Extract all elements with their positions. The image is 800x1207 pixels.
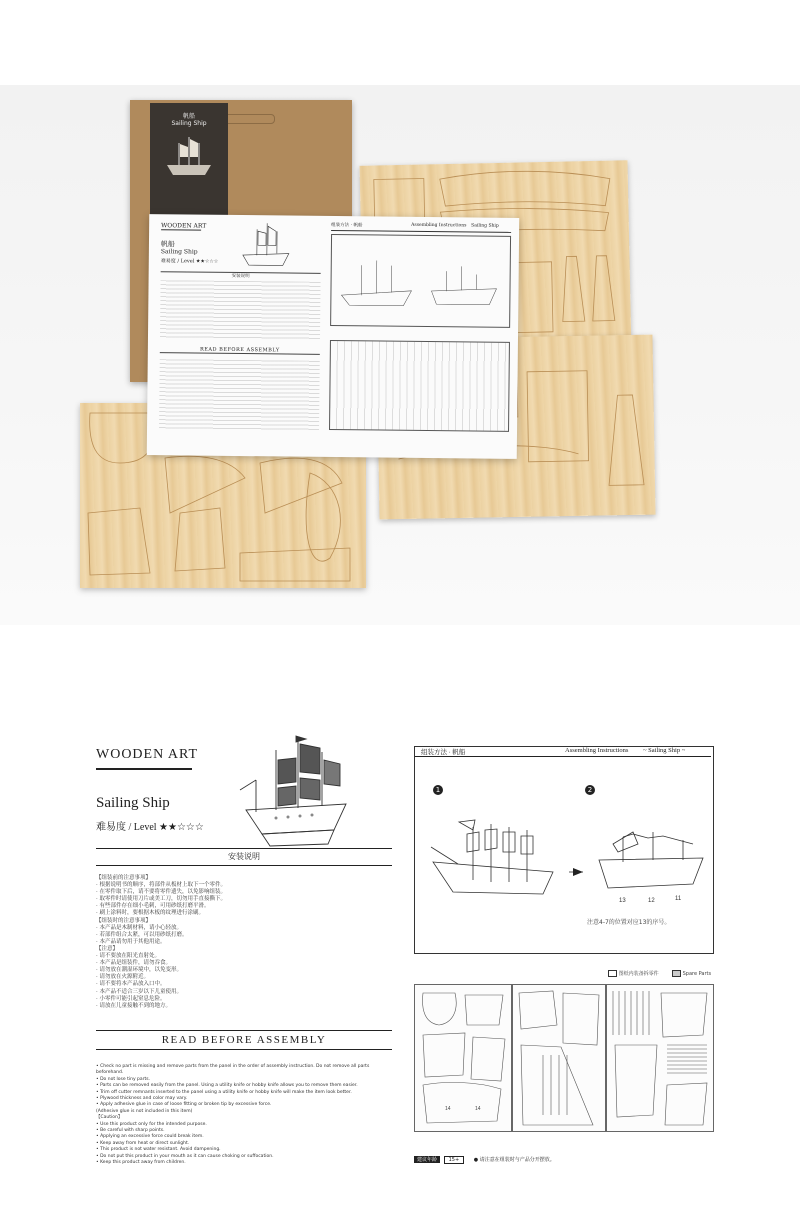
note-line: · 本产品请勿用于其他用途。 [96,938,166,945]
legend-box [608,970,617,977]
difficulty-level: 难易度 / Level ★★☆☆☆ [96,822,204,833]
header-ship: ~ Sailing Ship ~ [643,747,686,754]
note-line: · 请勿放在潮湿环境中，以免变形。 [96,967,182,974]
footer-code: 建议年龄 [414,1156,440,1163]
assembly-diagram [423,802,711,912]
note-line: • Keep away from heat or direct sunlight. [96,1140,190,1146]
divider [96,1049,392,1050]
note-line: · 请不要放在阳光直射处。 [96,953,160,960]
manual-title-cn: 帆船 [160,240,175,249]
note-line: • Apply adhesive glue in case of loose fitting or broken tip by excessive force. [96,1102,272,1108]
note-line: · 根据说明书的顺序，将部件从板材上取下一个零件。 [96,882,226,889]
parts-cutlines [513,985,605,1131]
note-line: · 小零件可能引起窒息危险。 [96,995,166,1002]
note-line: • Plywood thickness and color may vary. [96,1096,188,1102]
manual-title-en: Sailing Ship [160,248,198,256]
assembly-sketch [331,235,510,327]
note-line: · 本产品是木制材料，请小心轻放。 [96,924,182,931]
manual-level: 难易度 / Level ★★☆☆☆ [160,258,219,265]
steps-frame [414,746,714,954]
note-line: • Check no part is missing and remove parts from the panel in the order of assembly instruction. Do not remove all parts beforehand. [96,1064,370,1076]
note-line: 【组装前的注意事项】 [96,875,152,881]
package-label [150,103,228,221]
svg-text:12: 12 [648,898,655,904]
note-line: • Be careful with sharp points. [96,1128,165,1134]
manual-header-en: Assembling Instructions [411,222,467,229]
note-line: · 若部件组合太紧，可以用砂纸打磨。 [96,931,188,938]
parts-panel-2 [512,984,606,1132]
note-line: · 取零件时请使用刀片或美工刀，切勿用手直接撕下。 [96,896,226,903]
brand-underline [161,229,201,230]
manual-brand: WOODEN ART [161,222,207,230]
brand-logo: WOODEN ART [96,747,199,762]
manual-rba: READ BEFORE ASSEMBLY [160,346,320,355]
svg-text:14: 14 [445,1106,451,1112]
product-title: Sailing Ship [96,795,170,811]
ship-illustration [236,730,366,850]
manual-section: 安装说明 [161,271,321,280]
note-line: • This product is not water resistant. Avoid dampening. [96,1147,221,1153]
note-line: • Do not lose tiny parts. [96,1076,151,1082]
manual-right-page [410,742,718,1172]
section-heading-cn [96,848,392,860]
legend-box [672,970,681,977]
parts-cutlines [607,985,713,1131]
divider [96,1030,392,1031]
note-line: 【Caution】 [96,1115,123,1121]
section-title-cn: 安装说明 [228,852,260,861]
notes-cn [96,875,392,1010]
note-line: • Do not put this product in your mouth as it can cause choking or suffocation. [96,1153,274,1159]
note-line: • Trim off cutter remnants inserted to the panel using a utility knife or hobby knife will make the item look better. [96,1089,352,1095]
note-line: (Adhesive glue is not included in this item) [96,1108,193,1114]
legend-left-label: 图纸内装备拆零件 [618,971,659,977]
legend-spare-parts-en [672,970,711,977]
notes-en [96,1064,392,1167]
footer-age: 15+ [444,1156,465,1164]
read-before-assembly-heading [96,1030,392,1050]
manual-header-ship: Sailing Ship [471,223,499,229]
divider [96,865,392,866]
svg-text:14: 14 [475,1106,481,1112]
manual-text-lines [160,280,321,340]
note-line: · 请不要将本产品放入口中。 [96,981,166,988]
ship-icon [159,127,219,182]
step-number-2: 2 [585,785,595,795]
svg-text:11: 11 [675,896,682,902]
header-cn: 组装方法 · 帆船 [421,749,466,756]
note-line: · 本产品是组装件，请勿吞食。 [96,960,171,967]
note-line: · 刷上涂料时，要根据木板的纹理进行涂刷。 [96,910,204,917]
ship-drawing [237,217,296,273]
parts-panel-1 [414,984,512,1132]
note-line: · 请放在儿童接触不到的地方。 [96,1002,171,1009]
hang-hole [223,114,275,124]
step-frame-photo [330,234,511,328]
note-line: 【注意】 [96,945,119,952]
package-label-en: Sailing Ship [171,120,207,127]
manual-sheet-photo [147,214,520,459]
manual-left-page [96,730,392,1175]
note-line: · 本产品不适合三岁以下儿童使用。 [96,988,182,995]
note-line: · 在零件取下后，请不要将零件遗失，以免影响组装。 [96,889,226,896]
parts-cutlines [415,985,511,1131]
footer-note: ● 请注意在组装时与产品分开摆放。 [473,1157,555,1163]
note-line: · 请勿放在火源附近。 [96,974,149,981]
note-line: • Parts can be removed easily from the panel. Using a utility knife or hobby knife allows you to remove them easier. [96,1083,358,1089]
manual-header [331,222,511,233]
svg-text:13: 13 [619,898,626,904]
brand-underline [96,768,192,770]
legend-spare-parts-cn [608,970,659,977]
parts-layout-photo [329,340,510,432]
rba-title: READ BEFORE ASSEMBLY [161,1034,327,1046]
package-label-cn: 帆船 [182,113,195,120]
note-line: • Use this product only for the intended purpose. [96,1121,207,1127]
divider [96,848,392,849]
header-en: Assembling Instructions [565,747,629,754]
manual-header-cn: 组装方法 · 帆船 [331,222,363,229]
note-line: • Applying an excessive force could break item. [96,1134,204,1140]
note-line: • Keep this product away from children. [96,1160,186,1166]
instructions-header [415,747,711,757]
note-line: 【组装时的注意事项】 [96,917,152,924]
parts-panel-3 [606,984,714,1132]
product-photo [0,85,800,625]
step-number-1: 1 [433,785,443,795]
manual-text-lines [159,359,320,431]
note-line: · 有些部件存在细小毛刺，可用砂纸打磨平滑。 [96,903,210,910]
footer [414,1156,555,1164]
step-note: 注意4-7的位置对应13的序号。 [587,919,671,926]
legend-right-label: Spare Parts [682,971,712,977]
